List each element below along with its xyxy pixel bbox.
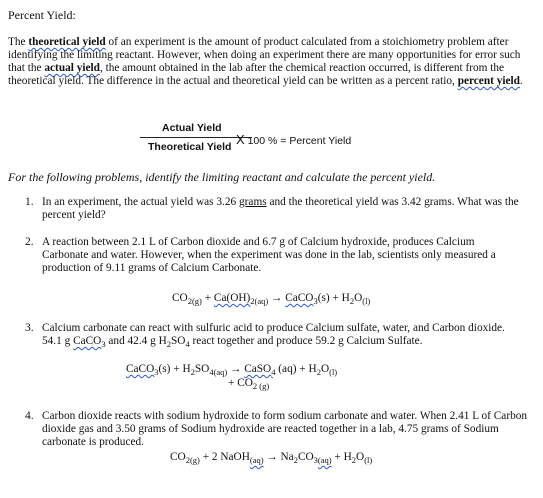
question-2: A reaction between 2.1 L of Carbon dioxide and 6.7 g of Calcium hydroxide, produces Calcium Carbonate and water. However, when the experiment was done in the lab, scientists only measured a production of 9.11 grams of Calcium Carbonate. bbox=[42, 236, 496, 274]
question-number: 1. bbox=[25, 196, 34, 208]
equation-3-line-2: + $CO_{2 (g)}$ bbox=[228, 377, 270, 391]
question-3: Calcium carbonate can react with sulfuric acid to produce Calcium sulfate, water, and Carbon dioxide. 54.1 g CaCO$_3$ and 42.4 g $H_2SO_4$ react together and produce 59.2 g Calcium Sulfate. bbox=[42, 322, 505, 349]
question-number: 2. bbox=[25, 236, 34, 248]
instructions: For the following problems, identify the limiting reactant and calculate the percent yield. bbox=[8, 170, 436, 184]
intro-paragraph: The theoretical yield of an experiment is the amount of product calculated from a stoichiometry problem after identifying the limiting reactant. However, when doing an experiment there are many opportunities for error such that the actual yield, the amount obtained in the lab after the chemical reaction occurred, is different from the theoretical yield. The difference in the actual and theoretical yield can be written as a percent ratio, percent yield. bbox=[8, 36, 523, 87]
term-percent-yield: percent yield bbox=[457, 75, 520, 87]
question-number: 4. bbox=[25, 410, 34, 422]
page-title: Percent Yield: bbox=[8, 8, 76, 22]
equation-3: CaCO$_3$(s) + $H_2SO_{4(aq)}$ → CaSO$_4$ $(aq) + H_2O_{(l)}$ bbox=[126, 363, 338, 377]
equation-4: $CO_{2(g)} + 2$ NaOH$_{(aq)}$ → $Na_2CO_{3(aq)} + H_2O_{(l)}$ bbox=[170, 451, 373, 465]
question-1: In an experiment, the actual yield was 3.26 grams and the theoretical yield was 3.42 grams. What was the percent yield? bbox=[42, 196, 519, 221]
equation-2: $CO_{2(g)} + Ca(OH)_{2(aq)}$ → CaCO$_3$(s) + $H_2O_{(l)}$ bbox=[172, 292, 371, 306]
percent-yield-formula bbox=[140, 122, 540, 156]
formula-multiplier: X 100 % = Percent Yield bbox=[236, 132, 352, 147]
question-number: 3. bbox=[25, 322, 34, 334]
term-actual-yield: actual yield bbox=[44, 62, 100, 74]
question-4: Carbon dioxide reacts with sodium hydroxide to form sodium carbonate and water. When 2.41 L of Carbon dioxide gas and 3.50 grams of Sodium hydroxide are reacted together in a lab, 4.75 grams of Sodium carbonate is produced. bbox=[42, 410, 528, 448]
formula-denominator: Theoretical Yield bbox=[148, 141, 232, 153]
term-theoretical-yield: theoretical yield bbox=[28, 36, 106, 48]
formula-numerator: Actual Yield bbox=[162, 122, 222, 134]
